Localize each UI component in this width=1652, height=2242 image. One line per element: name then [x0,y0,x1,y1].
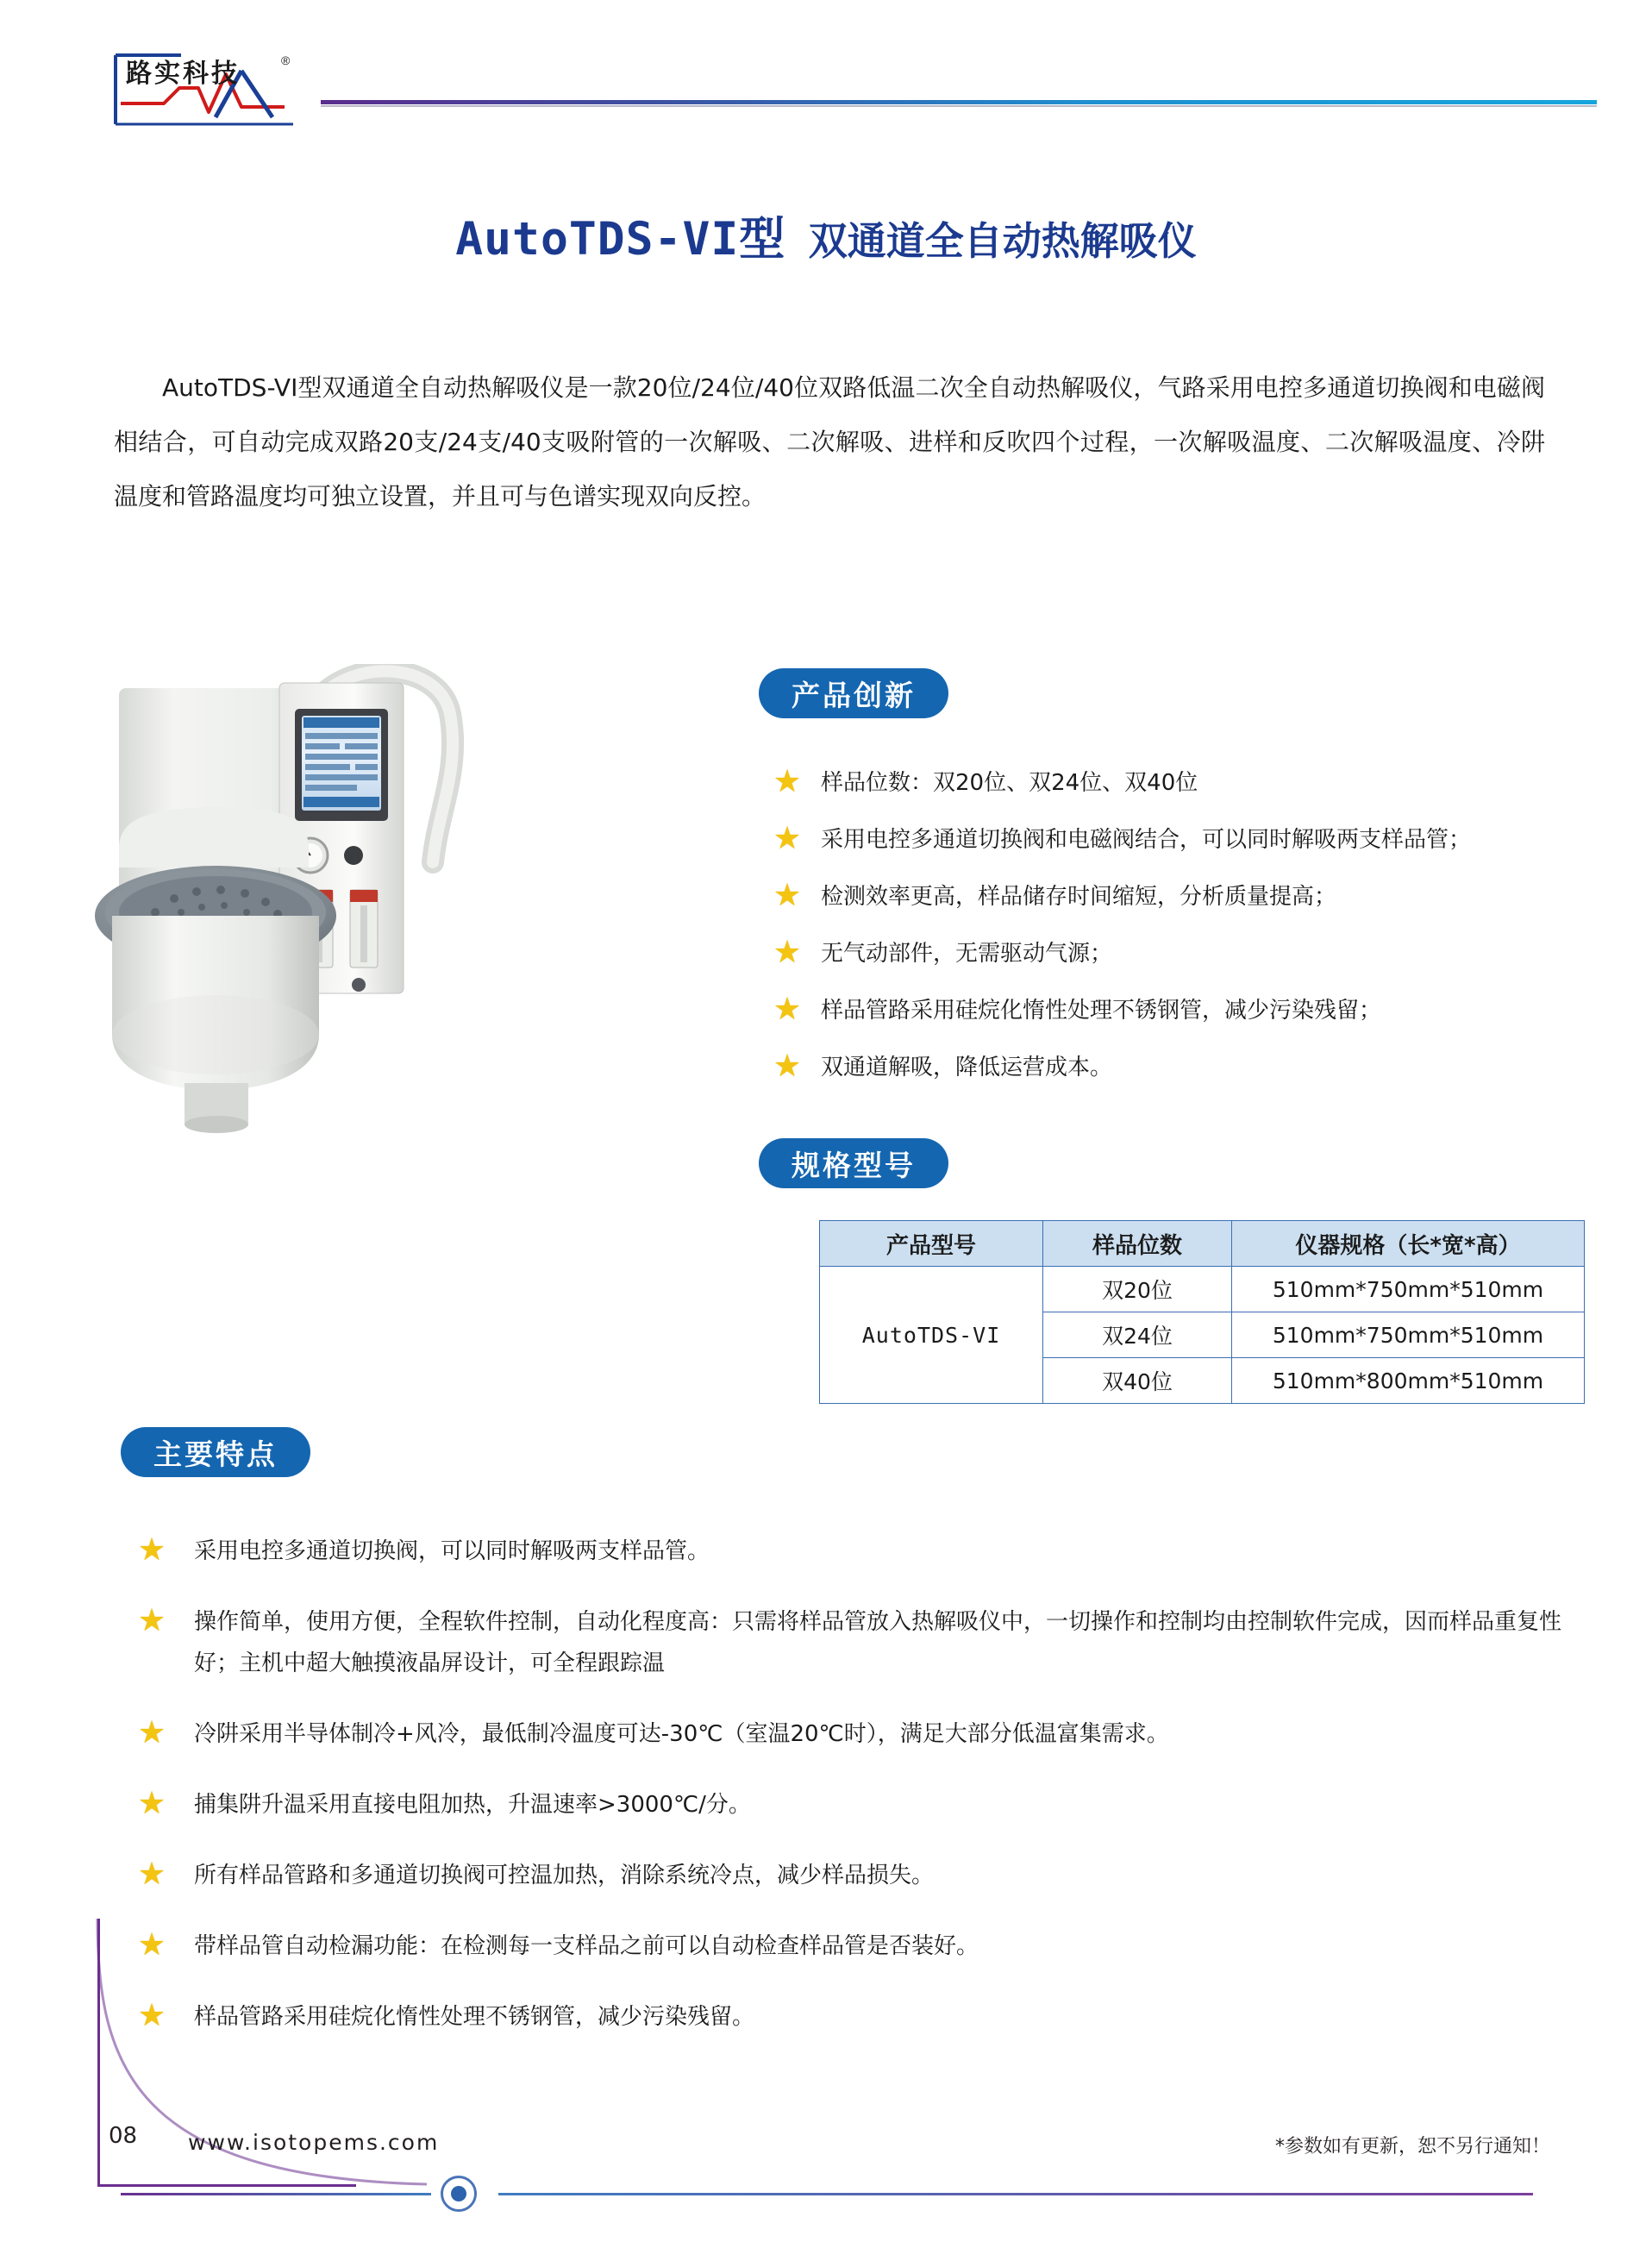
list-item-label: 操作简单，使用方便，全程软件控制，自动化程度高：只需将样品管放入热解吸仪中，一切操作和控制均由控制软件完成，因而样品重复性好；主机中超大触摸液晶屏设计，可全程跟踪温 [194,1609,1562,1676]
star-icon: ★ [137,1927,166,1963]
star-icon: ★ [773,992,802,1027]
footer-circle-ornament [441,2176,477,2212]
list-item-label: 冷阱采用半导体制冷+风冷，最低制冷温度可达-30℃（室温20℃时），满足大部分低温富集需求。 [194,1721,1169,1747]
list-item-label: 捕集阱升温采用直接电阻加热，升温速率>3000℃/分。 [194,1792,751,1818]
section-heading-features: 主要特点 [121,1427,310,1477]
list-item-label: 采用电控多通道切换阀，可以同时解吸两支样品管。 [194,1538,710,1564]
product-model: AutoTDS-VI型 [455,213,786,266]
list-item [125,1784,1574,1826]
logo-text: 路实科技 [126,59,240,89]
list-item [125,1531,1574,1572]
footer-horizontal-rule [97,2184,356,2187]
footer-vertical-rule [97,1919,100,2186]
cell-model: AutoTDS-VI [820,1267,1043,1404]
cell-positions: 双24位 [1043,1312,1232,1358]
star-icon: ★ [773,1049,802,1084]
company-logo [112,50,319,128]
list-item [767,764,1569,802]
list-item [125,1601,1574,1684]
table-header-row [820,1221,1585,1267]
list-item [767,992,1569,1030]
list-item [767,821,1569,859]
list-item-label: 样品管路采用硅烷化惰性处理不锈钢管，减少污染残留。 [194,2004,755,2030]
star-icon: ★ [137,1603,166,1638]
list-item [125,1713,1574,1755]
page-title [0,203,1652,268]
innovation-list [767,764,1569,1109]
star-icon: ★ [773,764,802,799]
star-icon: ★ [137,1857,166,1892]
page-header [0,0,1652,155]
cell-positions: 双20位 [1043,1267,1232,1312]
star-icon: ★ [773,935,802,970]
footer-disclaimer: *参数如有更新，恕不另行通知！ [1274,2136,1550,2157]
list-item-label: 检测效率更高，样品储存时间缩短，分析质量提高； [821,884,1337,910]
product-name: 双通道全自动热解吸仪 [808,218,1197,264]
column-header-size: 仪器规格（长*宽*高） [1232,1221,1585,1267]
header-divider-secondary [321,105,1597,107]
list-item-label: 带样品管自动检漏功能：在检测每一支样品之前可以自动检查样品管是否装好。 [194,1933,979,1959]
product-photo [95,664,733,1199]
star-icon: ★ [773,878,802,913]
list-item [767,935,1569,973]
list-item [767,1049,1569,1087]
list-item-label: 样品位数：双20位、双24位、双40位 [821,770,1198,796]
section-heading-innovation: 产品创新 [759,668,948,718]
footer-decorative-curve [82,1893,444,2220]
table-row [820,1267,1585,1312]
list-item-label: 采用电控多通道切换阀和电磁阀结合，可以同时解吸两支样品管； [821,827,1472,853]
cell-size: 510mm*750mm*510mm [1232,1312,1585,1358]
footer-bottom-divider [0,2193,1652,2195]
list-item-label: 无气动部件，无需驱动气源； [821,941,1113,967]
spec-table [819,1220,1585,1404]
star-icon: ★ [137,1998,166,2033]
column-header-model: 产品型号 [820,1221,1043,1267]
list-item-label: 双通道解吸，降低运营成本。 [821,1055,1113,1080]
page-number: 08 [109,2123,138,2149]
cell-size: 510mm*800mm*510mm [1232,1358,1585,1404]
star-icon: ★ [773,821,802,856]
cell-size: 510mm*750mm*510mm [1232,1267,1585,1312]
list-item-label: 所有样品管路和多通道切换阀可控温加热，消除系统冷点，减少样品损失。 [194,1863,935,1888]
list-item [767,878,1569,916]
cell-positions: 双40位 [1043,1358,1232,1404]
star-icon: ★ [137,1532,166,1568]
star-icon: ★ [137,1786,166,1821]
section-heading-specs: 规格型号 [759,1138,948,1188]
column-header-positions: 样品位数 [1043,1221,1232,1267]
list-item [125,1855,1574,1896]
star-icon: ★ [137,1715,166,1750]
registered-trademark-icon: ® [281,53,291,67]
header-divider [321,100,1597,104]
footer-website-url[interactable]: www.isotopems.com [188,2130,440,2155]
list-item-label: 样品管路采用硅烷化惰性处理不锈钢管，减少污染残留； [821,998,1382,1024]
intro-paragraph: AutoTDS-VI型双通道全自动热解吸仪是一款20位/24位/40位双路低温二次全自动热解吸仪，气路采用电控多通道切换阀和电磁阀相结合，可自动完成双路20支/24支/40支吸附管的一次解吸、二次解吸、进样和反吹四个过程，一次解吸温度、二次解吸温度、冷阱温度和管路温度均可独立设置，并且可与色谱实现双向反控。 [114,373,1545,510]
